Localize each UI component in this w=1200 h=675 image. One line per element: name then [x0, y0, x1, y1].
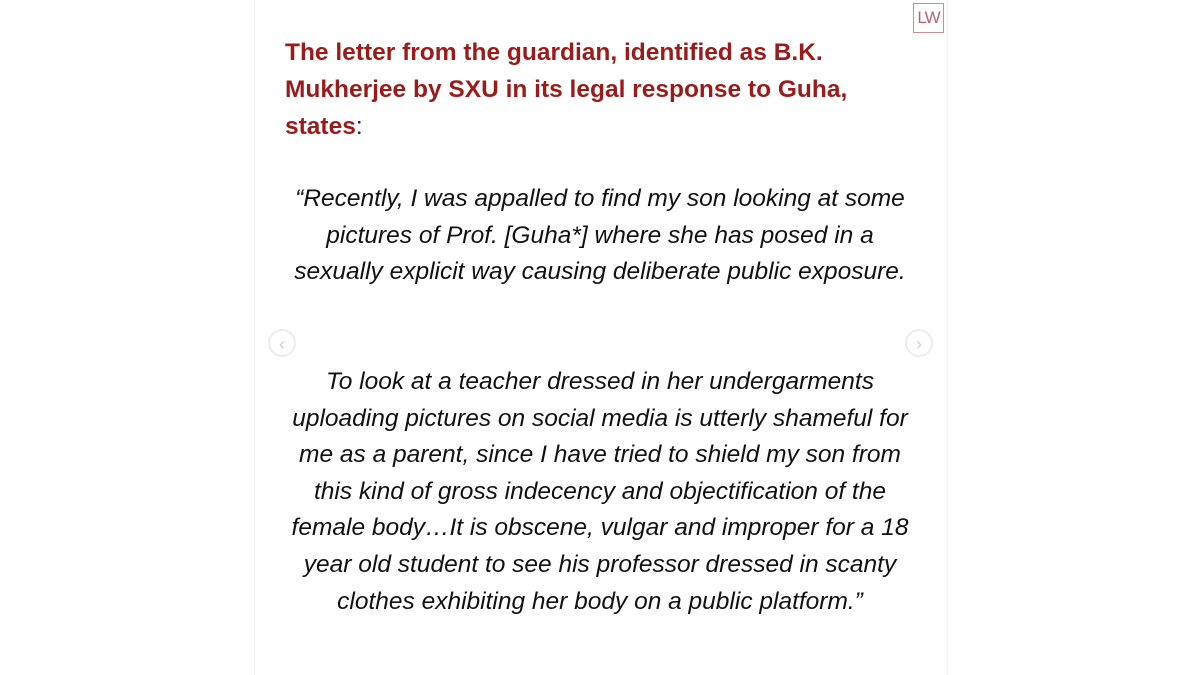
lw-logo: LW [913, 3, 944, 33]
previous-slide-button[interactable] [268, 329, 296, 357]
chevron-left-icon: ‹ [279, 334, 285, 354]
next-slide-button[interactable] [905, 329, 933, 357]
quote-paragraph-1: “Recently, I was appalled to find my son looking at some pictures of Prof. [Guha*] where she has posed in a sexually explicit way causing deliberate public exposure. [294, 185, 906, 286]
chevron-right-icon: › [916, 334, 922, 354]
heading-text: The letter from the guardian, identified as B.K. Mukherjee by SXU in its legal response to Guha, states [285, 39, 848, 140]
heading [285, 34, 925, 145]
quote-paragraph-2: To look at a teacher dressed in her undergarments uploading pictures on social media is utterly shameful for me as a parent, since I have tried to shield my son from this kind of gross indecency and objectification of the female body…It is obscene, vulgar and improper for a 18 year old student to see his professor dressed in scanty clothes exhibiting her body on a public platform.” [291, 368, 909, 615]
heading-colon: : [355, 113, 363, 140]
